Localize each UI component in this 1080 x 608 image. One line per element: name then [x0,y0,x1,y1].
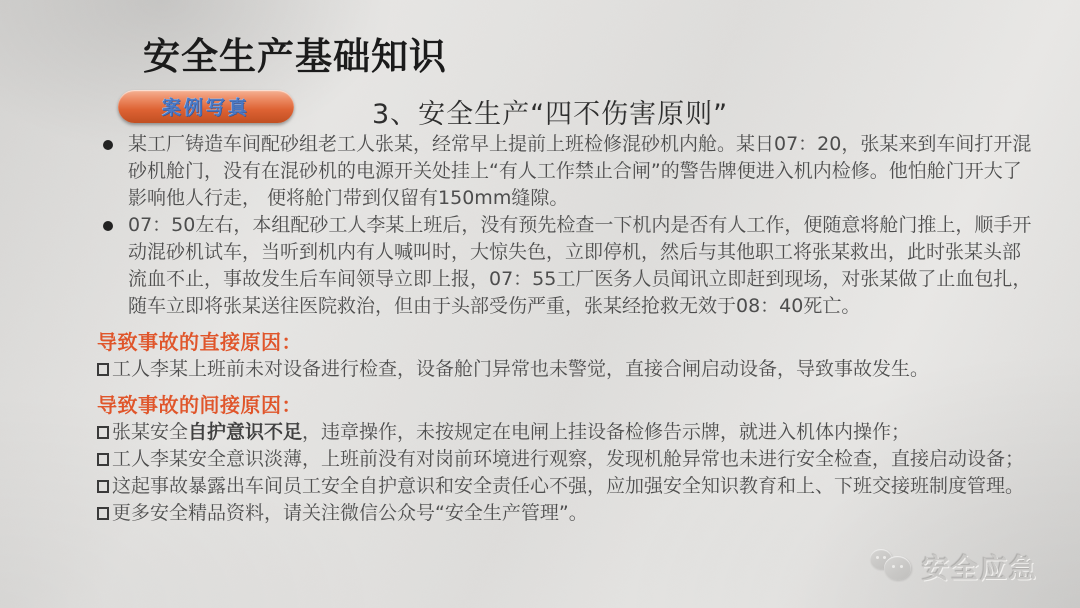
checkbox-icon [97,480,109,493]
bullet-dot-icon [97,212,128,320]
watermark-label: 安全应急 [922,554,1038,585]
case-bullet-1-text: 某工厂铸造车间配砂组老工人张某，经常早上提前上班检修混砂机内舱。某日07：20，张某来到车间打开混砂机舱门，没有在混砂机的电源开关处挂上“有人工作禁止合闸”的警告牌便进入机内检修。他怕舱门开大了影响他人行走， 便将舱门带到仅留有150mm缝隙。 [128,133,1032,209]
case-bullet-2-text: 07：50左右，本组配砂工人李某上班后，没有预先检查一下机内是否有人工作，便随意将舱门推上，顺手开动混砂机试车，当听到机内有人喊叫时，大惊失色，立即停机，然后与其他职工将张某救出，此时张某头部流血不止，事故发生后车间领导立即上报，07：55工厂医务人员闻讯立即赶到现场，对张某做了止血包扎，随车立即将张某送往医院救治，但由于头部受伤严重，张某经抢救无效于08：40死亡。 [128,214,1032,317]
checkbox-icon [97,363,109,376]
checkbox-icon [97,426,109,439]
page-title: 安全生产基础知识 [143,35,447,78]
direct-cause-heading: 导致事故的直接原因： [97,330,302,354]
wechat-icon [870,549,914,585]
indirect-cause-item-4 [97,500,1039,527]
bullet-dot-icon [97,131,128,212]
indirect-cause-item-1 [97,419,1039,446]
direct-cause-item-text: 工人李某上班前未对设备进行检查，设备舱门异常也未警觉，直接合闸启动设备，导致事故发生。 [112,358,930,380]
indirect-cause-item-2 [97,446,1039,473]
indirect-cause-item-3-text: 这起事故暴露出车间员工安全自护意识和安全责任心不强，应加强安全知识教育和上、下班交接班制度管理。 [112,475,1025,497]
case-bullet-2 [97,212,1039,320]
case-content [97,131,1039,527]
indirect-cause-item-2-text: 工人李某安全意识淡薄，上班前没有对岗前环境进行观察，发现机舱异常也未进行安全检查，直接启动设备； [112,448,1025,470]
checkbox-icon [97,453,109,466]
indirect-cause-item-3 [97,473,1039,500]
indirect-cause-item-4-text: 更多安全精品资料，请关注微信公众号“安全生产管理”。 [112,502,588,524]
indirect-cause-item-1-suffix: ，违章操作，未按规定在电闸上挂设备检修告示牌，就进入机体内操作； [302,421,911,443]
indirect-cause-heading: 导致事故的间接原因： [97,393,302,417]
case-photo-badge-label: 案例写真 [161,97,250,119]
direct-cause-item [97,356,1039,383]
section-heading: 3、安全生产“四不伤害原则” [372,99,729,130]
indirect-cause-item-1-bold: 自护意识不足 [188,421,303,443]
watermark [870,547,1038,586]
case-photo-badge [118,90,294,123]
checkbox-icon [97,507,109,520]
indirect-cause-item-1-prefix: 张某安全 [112,421,189,443]
case-bullet-1 [97,131,1039,212]
